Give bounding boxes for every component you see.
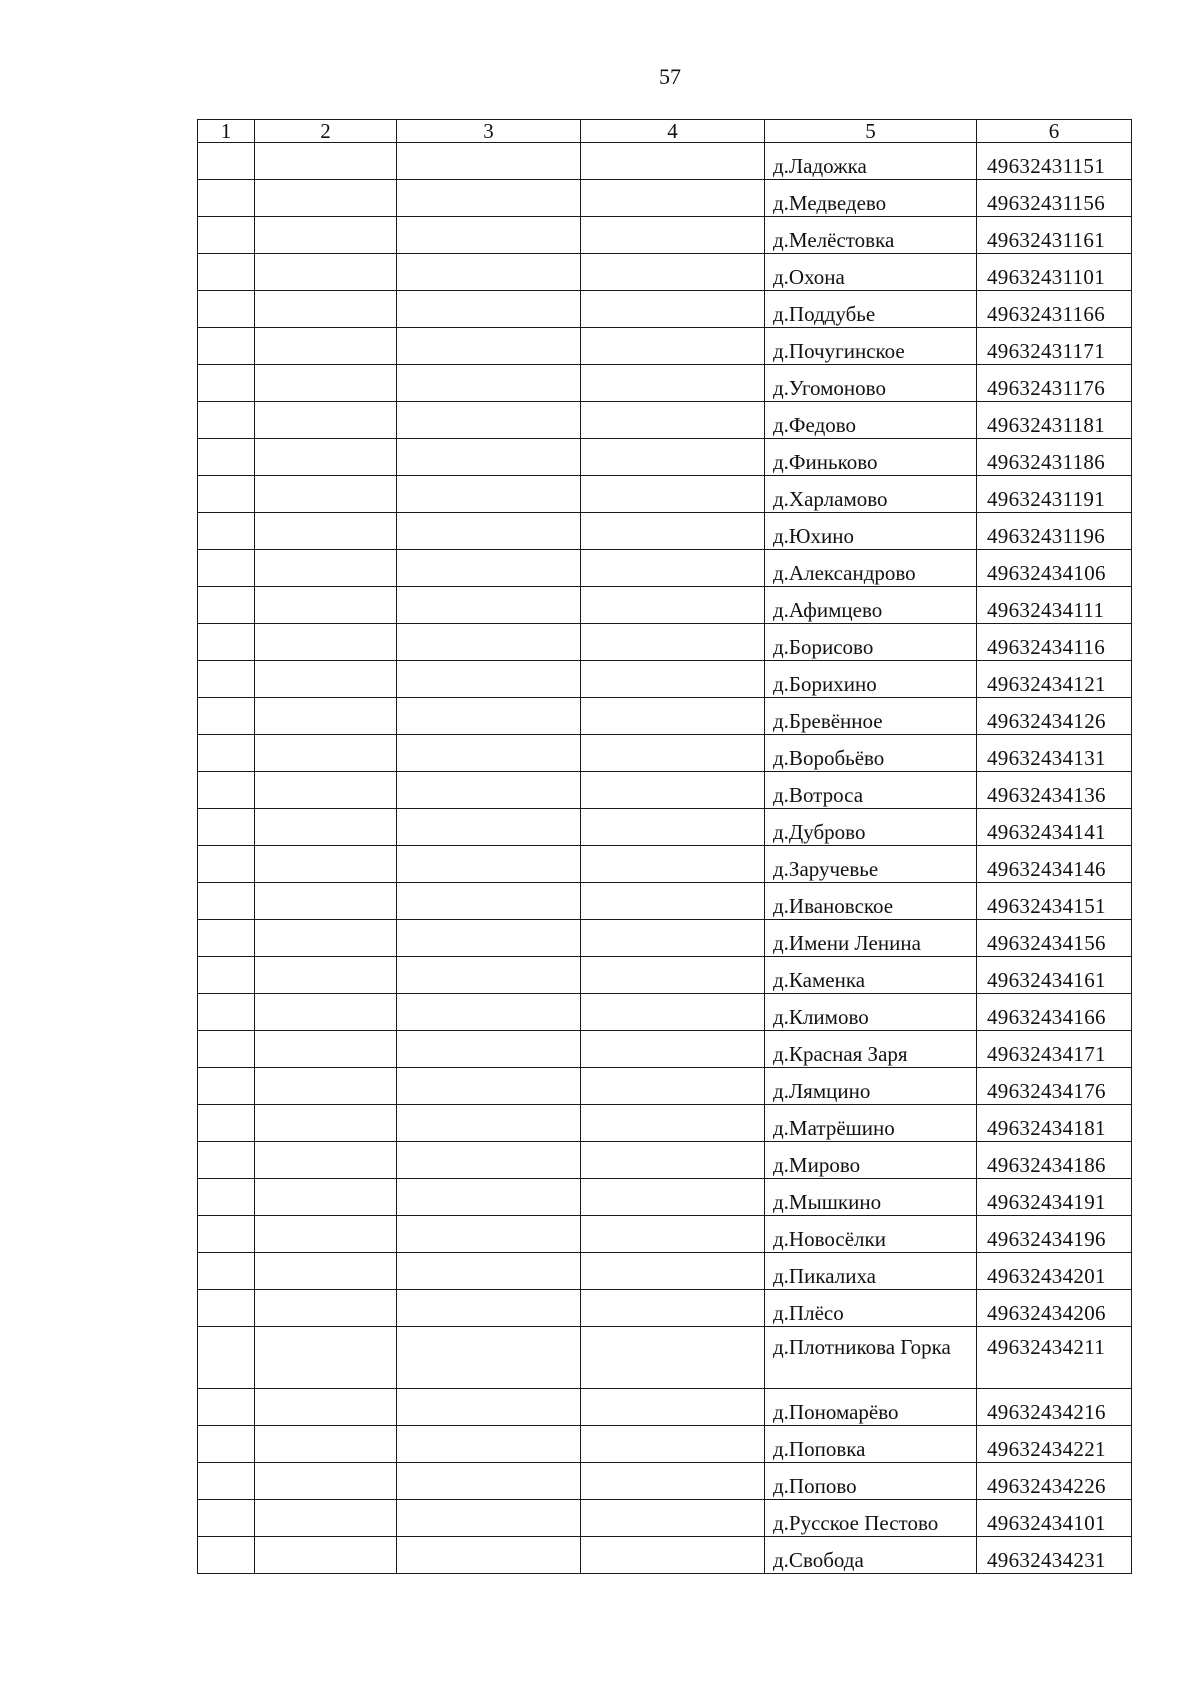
table-row: [198, 291, 1132, 328]
row-number-cell: [198, 1216, 255, 1253]
column-2-cell: [255, 624, 397, 661]
settlement-code-cell: 49632431181: [977, 402, 1132, 439]
table-row: [198, 1216, 1132, 1253]
settlement-name-cell: д.Красная Заря: [765, 1031, 977, 1068]
settlement-code-cell: 49632434101: [977, 1500, 1132, 1537]
column-3-cell: [397, 1105, 581, 1142]
column-3-cell: [397, 328, 581, 365]
settlement-name-cell: д.Харламово: [765, 476, 977, 513]
column-2-cell: [255, 1216, 397, 1253]
column-3-cell: [397, 1537, 581, 1574]
settlement-code-cell: 49632431156: [977, 180, 1132, 217]
column-2-cell: [255, 1537, 397, 1574]
row-number-cell: [198, 328, 255, 365]
row-number-cell: [198, 698, 255, 735]
row-number-cell: [198, 1500, 255, 1537]
settlement-name-cell: д.Александрово: [765, 550, 977, 587]
table-row: [198, 476, 1132, 513]
table-row: [198, 1537, 1132, 1574]
row-number-cell: [198, 1253, 255, 1290]
column-2-cell: [255, 587, 397, 624]
table-row: [198, 1389, 1132, 1426]
column-3-cell: [397, 365, 581, 402]
settlement-code-cell: 49632434116: [977, 624, 1132, 661]
column-2-cell: [255, 883, 397, 920]
row-number-cell: [198, 735, 255, 772]
settlement-code-cell: 49632434211: [977, 1327, 1132, 1389]
table-row: [198, 883, 1132, 920]
column-3-cell: [397, 1068, 581, 1105]
table-row: [198, 1426, 1132, 1463]
table-row: [198, 550, 1132, 587]
column-4-cell: [581, 217, 765, 254]
column-4-cell: [581, 180, 765, 217]
column-4-cell: [581, 513, 765, 550]
column-2-cell: [255, 1031, 397, 1068]
table-row: [198, 254, 1132, 291]
column-3-cell: [397, 550, 581, 587]
table-row: [198, 1327, 1132, 1389]
column-3-cell: [397, 587, 581, 624]
column-4-cell: [581, 957, 765, 994]
row-number-cell: [198, 143, 255, 180]
column-4-cell: [581, 698, 765, 735]
table-row: [198, 365, 1132, 402]
column-3-cell: [397, 291, 581, 328]
column-4-cell: [581, 1253, 765, 1290]
row-number-cell: [198, 587, 255, 624]
table-row: [198, 1179, 1132, 1216]
column-2-cell: [255, 1253, 397, 1290]
column-4-cell: [581, 772, 765, 809]
column-header-5: 5: [765, 120, 977, 143]
column-3-cell: [397, 217, 581, 254]
column-3-cell: [397, 1426, 581, 1463]
table-row: [198, 624, 1132, 661]
settlement-name-cell: д.Борисово: [765, 624, 977, 661]
settlement-code-cell: 49632434171: [977, 1031, 1132, 1068]
settlement-code-cell: 49632434221: [977, 1426, 1132, 1463]
column-header-6: 6: [977, 120, 1132, 143]
settlement-code-cell: 49632434126: [977, 698, 1132, 735]
settlement-code-cell: 49632434161: [977, 957, 1132, 994]
column-3-cell: [397, 1142, 581, 1179]
column-3-cell: [397, 1216, 581, 1253]
column-3-cell: [397, 476, 581, 513]
settlement-code-cell: 49632431186: [977, 439, 1132, 476]
column-2-cell: [255, 735, 397, 772]
column-3-cell: [397, 735, 581, 772]
column-3-cell: [397, 180, 581, 217]
settlement-code-cell: 49632434206: [977, 1290, 1132, 1327]
settlement-name-cell: д.Свобода: [765, 1537, 977, 1574]
settlement-name-cell: д.Медведево: [765, 180, 977, 217]
row-number-cell: [198, 1105, 255, 1142]
column-2-cell: [255, 1105, 397, 1142]
column-2-cell: [255, 809, 397, 846]
table-row: [198, 809, 1132, 846]
column-4-cell: [581, 365, 765, 402]
row-number-cell: [198, 550, 255, 587]
table-row: [198, 439, 1132, 476]
column-4-cell: [581, 1463, 765, 1500]
column-4-cell: [581, 883, 765, 920]
column-2-cell: [255, 1463, 397, 1500]
row-number-cell: [198, 439, 255, 476]
column-2-cell: [255, 550, 397, 587]
column-3-cell: [397, 994, 581, 1031]
column-4-cell: [581, 1327, 765, 1389]
column-3-cell: [397, 624, 581, 661]
row-number-cell: [198, 994, 255, 1031]
settlement-code-cell: 49632434166: [977, 994, 1132, 1031]
settlement-name-cell: д.Юхино: [765, 513, 977, 550]
table-row: [198, 1142, 1132, 1179]
table-row: [198, 180, 1132, 217]
column-4-cell: [581, 550, 765, 587]
settlement-code-cell: 49632434146: [977, 846, 1132, 883]
settlement-name-cell: д.Охона: [765, 254, 977, 291]
column-header-3: 3: [397, 120, 581, 143]
column-4-cell: [581, 1216, 765, 1253]
column-2-cell: [255, 846, 397, 883]
row-number-cell: [198, 846, 255, 883]
column-4-cell: [581, 1068, 765, 1105]
column-header-4: 4: [581, 120, 765, 143]
row-number-cell: [198, 624, 255, 661]
row-number-cell: [198, 513, 255, 550]
settlement-name-cell: д.Поддубье: [765, 291, 977, 328]
column-4-cell: [581, 254, 765, 291]
column-4-cell: [581, 328, 765, 365]
column-4-cell: [581, 809, 765, 846]
settlement-code-cell: 49632434141: [977, 809, 1132, 846]
settlement-name-cell: д.Мелёстовка: [765, 217, 977, 254]
column-2-cell: [255, 1500, 397, 1537]
settlement-name-cell: д.Вотроса: [765, 772, 977, 809]
settlement-name-cell: д.Плотникова Горка: [765, 1327, 977, 1389]
column-4-cell: [581, 1105, 765, 1142]
column-2-cell: [255, 513, 397, 550]
column-3-cell: [397, 920, 581, 957]
settlement-code-table: [197, 119, 1132, 1574]
settlement-name-cell: д.Мышкино: [765, 1179, 977, 1216]
column-3-cell: [397, 1031, 581, 1068]
column-2-cell: [255, 476, 397, 513]
column-2-cell: [255, 1389, 397, 1426]
column-3-cell: [397, 809, 581, 846]
column-3-cell: [397, 1389, 581, 1426]
settlement-name-cell: д.Мирово: [765, 1142, 977, 1179]
column-2-cell: [255, 328, 397, 365]
settlement-name-cell: д.Каменка: [765, 957, 977, 994]
column-4-cell: [581, 994, 765, 1031]
column-4-cell: [581, 1537, 765, 1574]
settlement-name-cell: д.Поповка: [765, 1426, 977, 1463]
column-2-cell: [255, 1142, 397, 1179]
row-number-cell: [198, 1389, 255, 1426]
column-4-cell: [581, 476, 765, 513]
header-row: [198, 120, 1132, 143]
settlement-name-cell: д.Ладожка: [765, 143, 977, 180]
table-row: [198, 1105, 1132, 1142]
column-2-cell: [255, 772, 397, 809]
settlement-code-cell: 49632434186: [977, 1142, 1132, 1179]
settlement-code-cell: 49632434156: [977, 920, 1132, 957]
column-header-2: 2: [255, 120, 397, 143]
column-4-cell: [581, 291, 765, 328]
settlement-name-cell: д.Финьково: [765, 439, 977, 476]
column-4-cell: [581, 1179, 765, 1216]
settlement-code-cell: 49632434181: [977, 1105, 1132, 1142]
table-row: [198, 735, 1132, 772]
settlement-name-cell: д.Имени Ленина: [765, 920, 977, 957]
table-row: [198, 957, 1132, 994]
column-3-cell: [397, 513, 581, 550]
table-row: [198, 513, 1132, 550]
row-number-cell: [198, 1426, 255, 1463]
column-2-cell: [255, 1290, 397, 1327]
table-row: [198, 1068, 1132, 1105]
column-4-cell: [581, 439, 765, 476]
settlement-name-cell: д.Матрёшино: [765, 1105, 977, 1142]
column-4-cell: [581, 1426, 765, 1463]
table-row: [198, 402, 1132, 439]
column-3-cell: [397, 772, 581, 809]
table-row: [198, 1253, 1132, 1290]
column-2-cell: [255, 439, 397, 476]
settlement-code-cell: 49632431151: [977, 143, 1132, 180]
column-3-cell: [397, 883, 581, 920]
settlement-name-cell: д.Почугинское: [765, 328, 977, 365]
column-2-cell: [255, 1068, 397, 1105]
row-number-cell: [198, 1179, 255, 1216]
column-header-1: 1: [198, 120, 255, 143]
column-3-cell: [397, 254, 581, 291]
settlement-name-cell: д.Угомоново: [765, 365, 977, 402]
settlement-name-cell: д.Воробьёво: [765, 735, 977, 772]
column-3-cell: [397, 846, 581, 883]
table-row: [198, 328, 1132, 365]
column-2-cell: [255, 1426, 397, 1463]
column-3-cell: [397, 1500, 581, 1537]
column-3-cell: [397, 698, 581, 735]
column-3-cell: [397, 1290, 581, 1327]
row-number-cell: [198, 661, 255, 698]
settlement-code-cell: 49632434216: [977, 1389, 1132, 1426]
settlement-code-cell: 49632431161: [977, 217, 1132, 254]
row-number-cell: [198, 883, 255, 920]
settlement-code-cell: 49632431176: [977, 365, 1132, 402]
row-number-cell: [198, 217, 255, 254]
row-number-cell: [198, 1142, 255, 1179]
settlement-code-cell: 49632434196: [977, 1216, 1132, 1253]
settlement-code-cell: 49632431191: [977, 476, 1132, 513]
row-number-cell: [198, 180, 255, 217]
column-2-cell: [255, 180, 397, 217]
column-2-cell: [255, 365, 397, 402]
settlement-code-cell: 49632434176: [977, 1068, 1132, 1105]
settlement-code-cell: 49632434136: [977, 772, 1132, 809]
table-row: [198, 1463, 1132, 1500]
table-row: [198, 1031, 1132, 1068]
table-row: [198, 587, 1132, 624]
column-3-cell: [397, 439, 581, 476]
table-header: [198, 120, 1132, 143]
column-2-cell: [255, 994, 397, 1031]
column-4-cell: [581, 143, 765, 180]
settlement-name-cell: д.Лямцино: [765, 1068, 977, 1105]
row-number-cell: [198, 1327, 255, 1389]
row-number-cell: [198, 1031, 255, 1068]
settlement-name-cell: д.Борихино: [765, 661, 977, 698]
row-number-cell: [198, 365, 255, 402]
settlement-name-cell: д.Климово: [765, 994, 977, 1031]
column-2-cell: [255, 254, 397, 291]
settlement-code-cell: 49632431196: [977, 513, 1132, 550]
settlement-code-cell: 49632431171: [977, 328, 1132, 365]
table-row: [198, 143, 1132, 180]
row-number-cell: [198, 402, 255, 439]
settlement-name-cell: д.Русское Пестово: [765, 1500, 977, 1537]
settlement-code-cell: 49632434231: [977, 1537, 1132, 1574]
column-3-cell: [397, 1463, 581, 1500]
table-row: [198, 920, 1132, 957]
table-row: [198, 1500, 1132, 1537]
column-3-cell: [397, 1253, 581, 1290]
row-number-cell: [198, 809, 255, 846]
column-2-cell: [255, 217, 397, 254]
column-4-cell: [581, 1290, 765, 1327]
table-row: [198, 661, 1132, 698]
table-row: [198, 1290, 1132, 1327]
settlement-code-cell: 49632431101: [977, 254, 1132, 291]
settlement-code-cell: 49632434226: [977, 1463, 1132, 1500]
column-4-cell: [581, 920, 765, 957]
settlement-name-cell: д.Ивановское: [765, 883, 977, 920]
column-2-cell: [255, 957, 397, 994]
table-row: [198, 217, 1132, 254]
settlement-name-cell: д.Пономарёво: [765, 1389, 977, 1426]
settlement-code-cell: 49632434121: [977, 661, 1132, 698]
table-body: [198, 143, 1132, 1574]
page-number: 57: [659, 64, 681, 89]
row-number-cell: [198, 1068, 255, 1105]
settlement-name-cell: д.Новосёлки: [765, 1216, 977, 1253]
column-4-cell: [581, 1142, 765, 1179]
row-number-cell: [198, 291, 255, 328]
column-3-cell: [397, 661, 581, 698]
row-number-cell: [198, 920, 255, 957]
column-4-cell: [581, 1031, 765, 1068]
row-number-cell: [198, 957, 255, 994]
column-3-cell: [397, 402, 581, 439]
settlement-code-cell: 49632434111: [977, 587, 1132, 624]
settlement-code-cell: 49632431166: [977, 291, 1132, 328]
row-number-cell: [198, 1290, 255, 1327]
settlement-name-cell: д.Пикалиха: [765, 1253, 977, 1290]
settlement-name-cell: д.Заручевье: [765, 846, 977, 883]
settlement-name-cell: д.Бревённое: [765, 698, 977, 735]
column-4-cell: [581, 846, 765, 883]
row-number-cell: [198, 254, 255, 291]
row-number-cell: [198, 476, 255, 513]
table-row: [198, 994, 1132, 1031]
column-2-cell: [255, 143, 397, 180]
settlement-code-cell: 49632434201: [977, 1253, 1132, 1290]
row-number-cell: [198, 1537, 255, 1574]
settlement-code-cell: 49632434131: [977, 735, 1132, 772]
table-row: [198, 846, 1132, 883]
row-number-cell: [198, 772, 255, 809]
settlement-name-cell: д.Плёсо: [765, 1290, 977, 1327]
table-row: [198, 772, 1132, 809]
column-4-cell: [581, 587, 765, 624]
settlement-name-cell: д.Попово: [765, 1463, 977, 1500]
column-3-cell: [397, 1327, 581, 1389]
column-2-cell: [255, 661, 397, 698]
column-4-cell: [581, 624, 765, 661]
column-2-cell: [255, 1327, 397, 1389]
column-4-cell: [581, 735, 765, 772]
column-3-cell: [397, 1179, 581, 1216]
column-3-cell: [397, 143, 581, 180]
column-4-cell: [581, 661, 765, 698]
settlement-code-cell: 49632434151: [977, 883, 1132, 920]
column-4-cell: [581, 1500, 765, 1537]
settlement-name-cell: д.Федово: [765, 402, 977, 439]
column-2-cell: [255, 402, 397, 439]
column-4-cell: [581, 1389, 765, 1426]
column-2-cell: [255, 698, 397, 735]
column-2-cell: [255, 1179, 397, 1216]
column-2-cell: [255, 291, 397, 328]
column-2-cell: [255, 920, 397, 957]
column-3-cell: [397, 957, 581, 994]
column-4-cell: [581, 402, 765, 439]
settlement-code-cell: 49632434191: [977, 1179, 1132, 1216]
settlement-name-cell: д.Дуброво: [765, 809, 977, 846]
table-row: [198, 698, 1132, 735]
settlement-name-cell: д.Афимцево: [765, 587, 977, 624]
row-number-cell: [198, 1463, 255, 1500]
settlement-code-cell: 49632434106: [977, 550, 1132, 587]
